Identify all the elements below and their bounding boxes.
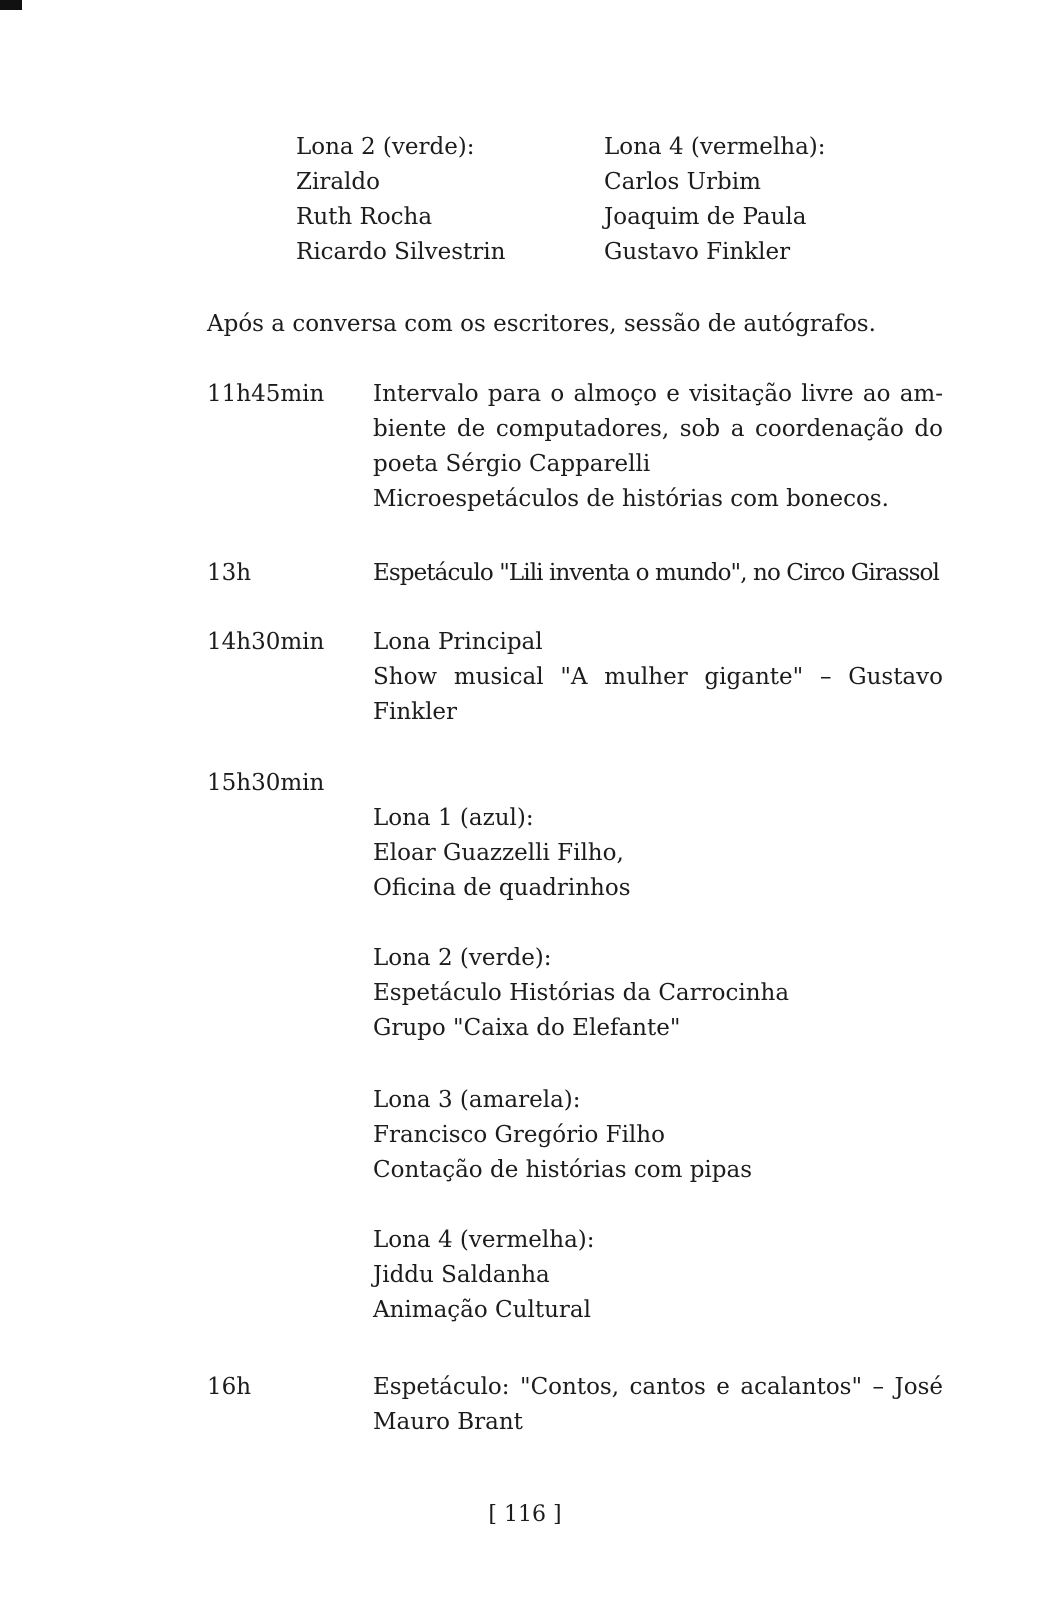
lona-line: Espetáculo Histórias da Carrocinha	[373, 980, 790, 1006]
lona-4-column	[604, 130, 826, 270]
schedule-time: 13h	[207, 560, 252, 586]
description-line: Intervalo para o almoço e visitação livre ao am-	[373, 381, 943, 407]
schedule-time: 11h45min	[207, 381, 325, 407]
lona-group	[373, 941, 789, 1046]
lona-group	[373, 1223, 595, 1328]
lona-4-name: Joaquim de Paula	[604, 204, 807, 230]
lona-line: Contação de histórias com pipas	[373, 1157, 753, 1183]
schedule-description	[373, 1370, 943, 1440]
lona-heading: Lona 1 (azul):	[373, 805, 534, 831]
description-line: Mauro Brant	[373, 1409, 523, 1435]
lona-4-heading: Lona 4 (vermelha):	[604, 134, 826, 160]
schedule-description	[373, 377, 943, 517]
schedule-time: 15h30min	[207, 770, 325, 796]
lona-heading: Lona 2 (verde):	[373, 945, 552, 971]
lona-2-heading: Lona 2 (verde):	[296, 134, 475, 160]
lona-2-column	[296, 130, 505, 270]
schedule-description	[373, 556, 943, 591]
description-line: biente de computadores, sob a coordenação do	[373, 416, 943, 442]
lona-line: Oficina de quadrinhos	[373, 875, 631, 901]
description-line: Finkler	[373, 699, 458, 725]
lona-group	[373, 801, 631, 906]
lona-line: Jiddu Saldanha	[373, 1262, 550, 1288]
lona-heading: Lona 4 (vermelha):	[373, 1227, 595, 1253]
description-line: Lona Principal	[373, 629, 543, 655]
lona-2-name: Ziraldo	[296, 169, 380, 195]
lona-line: Eloar Guazzelli Filho,	[373, 840, 624, 866]
lona-2-name: Ricardo Silvestrin	[296, 239, 506, 265]
autograph-note: Após a conversa com os escritores, sessão de autógrafos.	[207, 311, 876, 337]
description-line: Espetáculo "Lili inventa o mundo", no Circo Girassol	[373, 560, 939, 586]
description-line: Show musical "A mulher gigante" – Gustavo	[373, 664, 943, 690]
lona-line: Francisco Gregório Filho	[373, 1122, 665, 1148]
lona-group	[373, 1083, 752, 1188]
page-number: [ 116 ]	[488, 1502, 562, 1527]
schedule-time: 14h30min	[207, 629, 325, 655]
schedule-description	[373, 625, 943, 730]
lona-line: Grupo "Caixa do Elefante"	[373, 1015, 681, 1041]
lona-2-name: Ruth Rocha	[296, 204, 433, 230]
lona-4-name: Carlos Urbim	[604, 169, 761, 195]
description-line: Microespetáculos de histórias com bonecos.	[373, 486, 889, 512]
description-line: poeta Sérgio Capparelli	[373, 451, 651, 477]
description-line: Espetáculo: "Contos, cantos e acalantos" – José	[373, 1374, 943, 1400]
scan-corner-mark	[0, 0, 22, 10]
lona-4-name: Gustavo Finkler	[604, 239, 791, 265]
schedule-time: 16h	[207, 1374, 252, 1400]
lona-heading: Lona 3 (amarela):	[373, 1087, 581, 1113]
lona-line: Animação Cultural	[373, 1297, 591, 1323]
